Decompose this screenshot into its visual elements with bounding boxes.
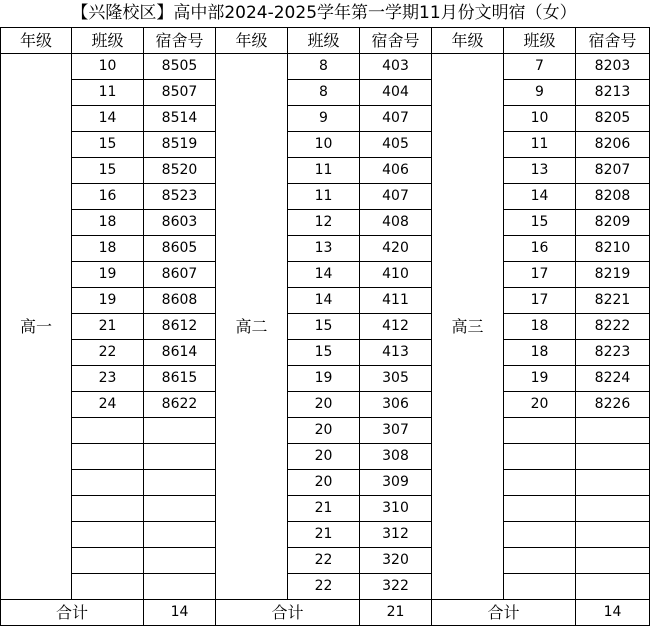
dorm-cell: 8203 xyxy=(576,54,650,80)
class-cell: 14 xyxy=(288,262,360,288)
class-cell: 19 xyxy=(504,366,576,392)
class-cell: 20 xyxy=(504,392,576,418)
class-cell: 20 xyxy=(288,444,360,470)
dorm-cell: 306 xyxy=(360,392,432,418)
dorm-cell: 410 xyxy=(360,262,432,288)
table-row xyxy=(1,392,650,418)
dorm-cell: 320 xyxy=(360,548,432,574)
total-label: 合计 xyxy=(216,600,360,626)
dorm-cell: 406 xyxy=(360,158,432,184)
table-row xyxy=(1,106,650,132)
class-cell: 15 xyxy=(288,314,360,340)
dorm-cell xyxy=(144,574,216,600)
dorm-cell xyxy=(576,574,650,600)
class-cell xyxy=(504,496,576,522)
total-value: 14 xyxy=(144,600,216,626)
class-cell: 19 xyxy=(72,288,144,314)
dorm-cell: 8224 xyxy=(576,366,650,392)
class-cell: 9 xyxy=(504,80,576,106)
dorm-cell: 403 xyxy=(360,54,432,80)
dorm-cell: 8622 xyxy=(144,392,216,418)
class-cell: 22 xyxy=(288,574,360,600)
dorm-cell: 8612 xyxy=(144,314,216,340)
class-cell: 14 xyxy=(288,288,360,314)
class-cell: 9 xyxy=(288,106,360,132)
dorm-cell: 8206 xyxy=(576,132,650,158)
class-cell: 17 xyxy=(504,262,576,288)
dorm-cell xyxy=(576,496,650,522)
dorm-cell: 8514 xyxy=(144,106,216,132)
class-cell: 18 xyxy=(504,314,576,340)
class-cell: 14 xyxy=(72,106,144,132)
class-cell: 11 xyxy=(288,184,360,210)
dorm-cell: 8209 xyxy=(576,210,650,236)
table-row xyxy=(1,470,650,496)
class-cell: 7 xyxy=(504,54,576,80)
class-cell: 16 xyxy=(504,236,576,262)
dorm-cell xyxy=(144,444,216,470)
header-class: 班级 xyxy=(504,28,576,54)
dorm-cell: 405 xyxy=(360,132,432,158)
dorm-cell xyxy=(144,522,216,548)
class-cell: 18 xyxy=(72,210,144,236)
class-cell xyxy=(72,574,144,600)
class-cell: 22 xyxy=(72,340,144,366)
dorm-cell xyxy=(144,418,216,444)
table-row xyxy=(1,522,650,548)
header-class: 班级 xyxy=(288,28,360,54)
class-cell: 12 xyxy=(288,210,360,236)
class-cell: 21 xyxy=(72,314,144,340)
class-cell: 10 xyxy=(504,106,576,132)
dorm-cell: 8223 xyxy=(576,340,650,366)
class-cell xyxy=(504,522,576,548)
dorm-cell: 309 xyxy=(360,470,432,496)
class-cell: 8 xyxy=(288,54,360,80)
dorm-cell: 407 xyxy=(360,184,432,210)
dorm-cell: 404 xyxy=(360,80,432,106)
dorm-cell: 8226 xyxy=(576,392,650,418)
table-row xyxy=(1,210,650,236)
table-row xyxy=(1,80,650,106)
table-row xyxy=(1,574,650,600)
table-row xyxy=(1,184,650,210)
total-label: 合计 xyxy=(432,600,576,626)
table-row xyxy=(1,132,650,158)
dorm-cell xyxy=(144,496,216,522)
class-cell xyxy=(72,470,144,496)
table-row xyxy=(1,288,650,314)
class-cell xyxy=(504,444,576,470)
dorm-cell: 8205 xyxy=(576,106,650,132)
dorm-table xyxy=(0,27,650,626)
class-cell xyxy=(72,444,144,470)
header-grade: 年级 xyxy=(1,28,72,54)
class-cell xyxy=(504,574,576,600)
table-row xyxy=(1,418,650,444)
header-dorm: 宿舍号 xyxy=(576,28,650,54)
dorm-cell xyxy=(576,548,650,574)
class-cell: 17 xyxy=(504,288,576,314)
table-row xyxy=(1,496,650,522)
dorm-cell: 310 xyxy=(360,496,432,522)
class-cell: 11 xyxy=(504,132,576,158)
dorm-cell: 411 xyxy=(360,288,432,314)
total-value: 14 xyxy=(576,600,650,626)
class-cell: 22 xyxy=(288,548,360,574)
class-cell: 14 xyxy=(504,184,576,210)
grade-label: 高二 xyxy=(216,54,288,600)
table-row xyxy=(1,158,650,184)
dorm-cell: 8507 xyxy=(144,80,216,106)
class-cell: 18 xyxy=(72,236,144,262)
dorm-cell: 420 xyxy=(360,236,432,262)
dorm-cell: 8213 xyxy=(576,80,650,106)
total-label: 合计 xyxy=(1,600,144,626)
class-cell: 20 xyxy=(288,392,360,418)
dorm-cell xyxy=(576,470,650,496)
table-row xyxy=(1,236,650,262)
dorm-cell: 312 xyxy=(360,522,432,548)
header-class: 班级 xyxy=(72,28,144,54)
class-cell: 20 xyxy=(288,470,360,496)
dorm-cell: 305 xyxy=(360,366,432,392)
total-value: 21 xyxy=(360,600,432,626)
class-cell xyxy=(504,470,576,496)
class-cell: 15 xyxy=(72,132,144,158)
class-cell xyxy=(72,418,144,444)
dorm-cell: 8210 xyxy=(576,236,650,262)
class-cell: 23 xyxy=(72,366,144,392)
class-cell: 10 xyxy=(72,54,144,80)
table-row xyxy=(1,340,650,366)
dorm-cell: 8608 xyxy=(144,288,216,314)
class-cell: 13 xyxy=(504,158,576,184)
dorm-cell: 8615 xyxy=(144,366,216,392)
class-cell: 24 xyxy=(72,392,144,418)
dorm-cell: 8505 xyxy=(144,54,216,80)
header-grade: 年级 xyxy=(432,28,504,54)
dorm-cell: 8614 xyxy=(144,340,216,366)
table-row xyxy=(1,444,650,470)
dorm-cell: 8603 xyxy=(144,210,216,236)
class-cell: 19 xyxy=(288,366,360,392)
dorm-cell: 413 xyxy=(360,340,432,366)
table-row xyxy=(1,314,650,340)
class-cell: 15 xyxy=(72,158,144,184)
dorm-cell: 8221 xyxy=(576,288,650,314)
dorm-cell: 8519 xyxy=(144,132,216,158)
dorm-cell xyxy=(576,444,650,470)
class-cell: 18 xyxy=(504,340,576,366)
class-cell xyxy=(504,418,576,444)
header-row xyxy=(1,28,650,54)
dorm-cell: 8607 xyxy=(144,262,216,288)
class-cell: 15 xyxy=(288,340,360,366)
class-cell: 21 xyxy=(288,496,360,522)
class-cell: 11 xyxy=(72,80,144,106)
dorm-cell: 8208 xyxy=(576,184,650,210)
table-row xyxy=(1,548,650,574)
class-cell: 20 xyxy=(288,418,360,444)
class-cell: 11 xyxy=(288,158,360,184)
class-cell xyxy=(72,548,144,574)
dorm-cell xyxy=(144,470,216,496)
dorm-cell: 8222 xyxy=(576,314,650,340)
dorm-cell xyxy=(576,418,650,444)
class-cell xyxy=(72,522,144,548)
class-cell xyxy=(504,548,576,574)
dorm-cell: 407 xyxy=(360,106,432,132)
dorm-cell xyxy=(576,522,650,548)
header-dorm: 宿舍号 xyxy=(360,28,432,54)
dorm-cell: 412 xyxy=(360,314,432,340)
header-grade: 年级 xyxy=(216,28,288,54)
class-cell: 21 xyxy=(288,522,360,548)
dorm-cell: 8523 xyxy=(144,184,216,210)
grade-label: 高三 xyxy=(432,54,504,600)
class-cell: 8 xyxy=(288,80,360,106)
table-row xyxy=(1,262,650,288)
dorm-cell: 322 xyxy=(360,574,432,600)
class-cell: 16 xyxy=(72,184,144,210)
class-cell: 10 xyxy=(288,132,360,158)
header-dorm: 宿舍号 xyxy=(144,28,216,54)
class-cell: 13 xyxy=(288,236,360,262)
dorm-cell: 8207 xyxy=(576,158,650,184)
table-row xyxy=(1,54,650,80)
dorm-cell: 408 xyxy=(360,210,432,236)
grade-label: 高一 xyxy=(1,54,72,600)
class-cell: 15 xyxy=(504,210,576,236)
table-row xyxy=(1,366,650,392)
dorm-cell: 8605 xyxy=(144,236,216,262)
class-cell xyxy=(72,496,144,522)
class-cell: 19 xyxy=(72,262,144,288)
dorm-cell: 307 xyxy=(360,418,432,444)
total-row xyxy=(1,600,650,626)
dorm-cell xyxy=(144,548,216,574)
page-title: 【兴隆校区】高中部2024-2025学年第一学期11月份文明宿（女） xyxy=(71,3,577,23)
dorm-cell: 308 xyxy=(360,444,432,470)
dorm-cell: 8219 xyxy=(576,262,650,288)
dorm-cell: 8520 xyxy=(144,158,216,184)
